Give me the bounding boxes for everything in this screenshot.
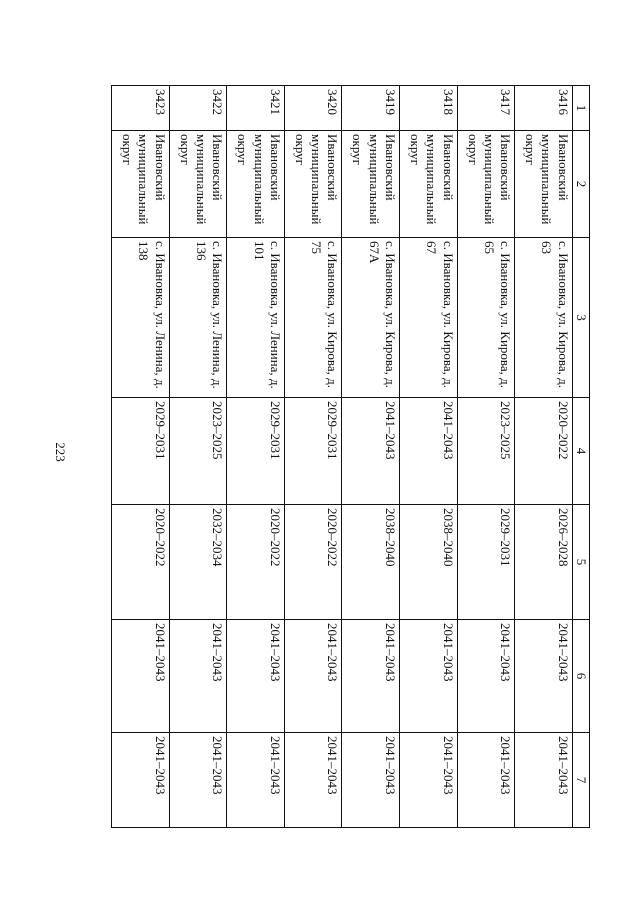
table-row xyxy=(169,86,227,828)
municipality-cell: Ивановский муниципальный округ xyxy=(284,131,342,238)
table-row xyxy=(515,86,573,828)
period-cell: 2032–2034 xyxy=(169,505,227,620)
period-cell: 2041–2043 xyxy=(342,620,400,733)
period-cell: 2026–2028 xyxy=(515,505,573,620)
period-cell: 2029–2031 xyxy=(227,398,285,505)
period-cell: 2023–2025 xyxy=(457,398,515,505)
column-header: 5 xyxy=(572,505,589,620)
register-table xyxy=(111,85,590,828)
header-row xyxy=(572,86,589,828)
row-number-cell: 3422 xyxy=(169,86,227,131)
address-cell: с. Ивановка, ул. Кирова, д. 67 xyxy=(399,238,457,398)
period-cell: 2041–2043 xyxy=(169,620,227,733)
table-row xyxy=(399,86,457,828)
period-cell: 2038–2040 xyxy=(342,505,400,620)
period-cell: 2041–2043 xyxy=(342,398,400,505)
period-cell: 2029–2031 xyxy=(284,398,342,505)
period-cell: 2041–2043 xyxy=(227,620,285,733)
address-cell: с. Ивановка, ул. Ленина, д. 101 xyxy=(227,238,285,398)
address-cell: с. Ивановка, ул. Кирова, д. 67А xyxy=(342,238,400,398)
period-cell: 2020–2022 xyxy=(227,505,285,620)
period-cell: 2041–2043 xyxy=(169,733,227,828)
period-cell: 2041–2043 xyxy=(342,733,400,828)
row-number-cell: 3420 xyxy=(284,86,342,131)
municipality-cell: Ивановский муниципальный округ xyxy=(169,131,227,238)
row-number-cell: 3419 xyxy=(342,86,400,131)
column-header: 7 xyxy=(572,733,589,828)
municipality-cell: Ивановский муниципальный округ xyxy=(515,131,573,238)
period-cell: 2038–2040 xyxy=(399,505,457,620)
period-cell: 2041–2043 xyxy=(457,733,515,828)
address-cell: с. Ивановка, ул. Кирова, д. 63 xyxy=(515,238,573,398)
page-number: 223 xyxy=(53,442,68,462)
address-cell: с. Ивановка, ул. Ленина, д. 138 xyxy=(112,238,170,398)
period-cell: 2020–2022 xyxy=(284,505,342,620)
period-cell: 2029–2031 xyxy=(457,505,515,620)
period-cell: 2041–2043 xyxy=(227,733,285,828)
period-cell: 2041–2043 xyxy=(284,620,342,733)
address-cell: с. Ивановка, ул. Кирова, д. 65 xyxy=(457,238,515,398)
row-number-cell: 3417 xyxy=(457,86,515,131)
period-cell: 2041–2043 xyxy=(457,620,515,733)
column-header: 6 xyxy=(572,620,589,733)
period-cell: 2020–2022 xyxy=(112,505,170,620)
row-number-cell: 3416 xyxy=(515,86,573,131)
period-cell: 2041–2043 xyxy=(515,620,573,733)
period-cell: 2041–2043 xyxy=(515,733,573,828)
table-row xyxy=(284,86,342,828)
period-cell: 2041–2043 xyxy=(284,733,342,828)
row-number-cell: 3423 xyxy=(112,86,170,131)
address-cell: с. Ивановка, ул. Ленина, д. 136 xyxy=(169,238,227,398)
table-row xyxy=(112,86,170,828)
municipality-cell: Ивановский муниципальный округ xyxy=(457,131,515,238)
period-cell: 2020–2022 xyxy=(515,398,573,505)
period-cell: 2041–2043 xyxy=(399,733,457,828)
period-cell: 2041–2043 xyxy=(399,620,457,733)
period-cell: 2041–2043 xyxy=(112,733,170,828)
rotated-table-wrapper xyxy=(111,85,590,827)
table-row xyxy=(457,86,515,828)
table-container xyxy=(111,85,590,827)
period-cell: 2041–2043 xyxy=(112,620,170,733)
period-cell: 2029–2031 xyxy=(112,398,170,505)
table-row xyxy=(342,86,400,828)
municipality-cell: Ивановский муниципальный округ xyxy=(227,131,285,238)
address-cell: с. Ивановка, ул. Кирова, д. 75 xyxy=(284,238,342,398)
row-number-cell: 3421 xyxy=(227,86,285,131)
municipality-cell: Ивановский муниципальный округ xyxy=(399,131,457,238)
column-header: 2 xyxy=(572,131,589,238)
column-header: 4 xyxy=(572,398,589,505)
table-row xyxy=(227,86,285,828)
municipality-cell: Ивановский муниципальный округ xyxy=(342,131,400,238)
period-cell: 2023–2025 xyxy=(169,398,227,505)
period-cell: 2041–2043 xyxy=(399,398,457,505)
column-header: 3 xyxy=(572,238,589,398)
municipality-cell: Ивановский муниципальный округ xyxy=(112,131,170,238)
row-number-cell: 3418 xyxy=(399,86,457,131)
column-header: 1 xyxy=(572,86,589,131)
